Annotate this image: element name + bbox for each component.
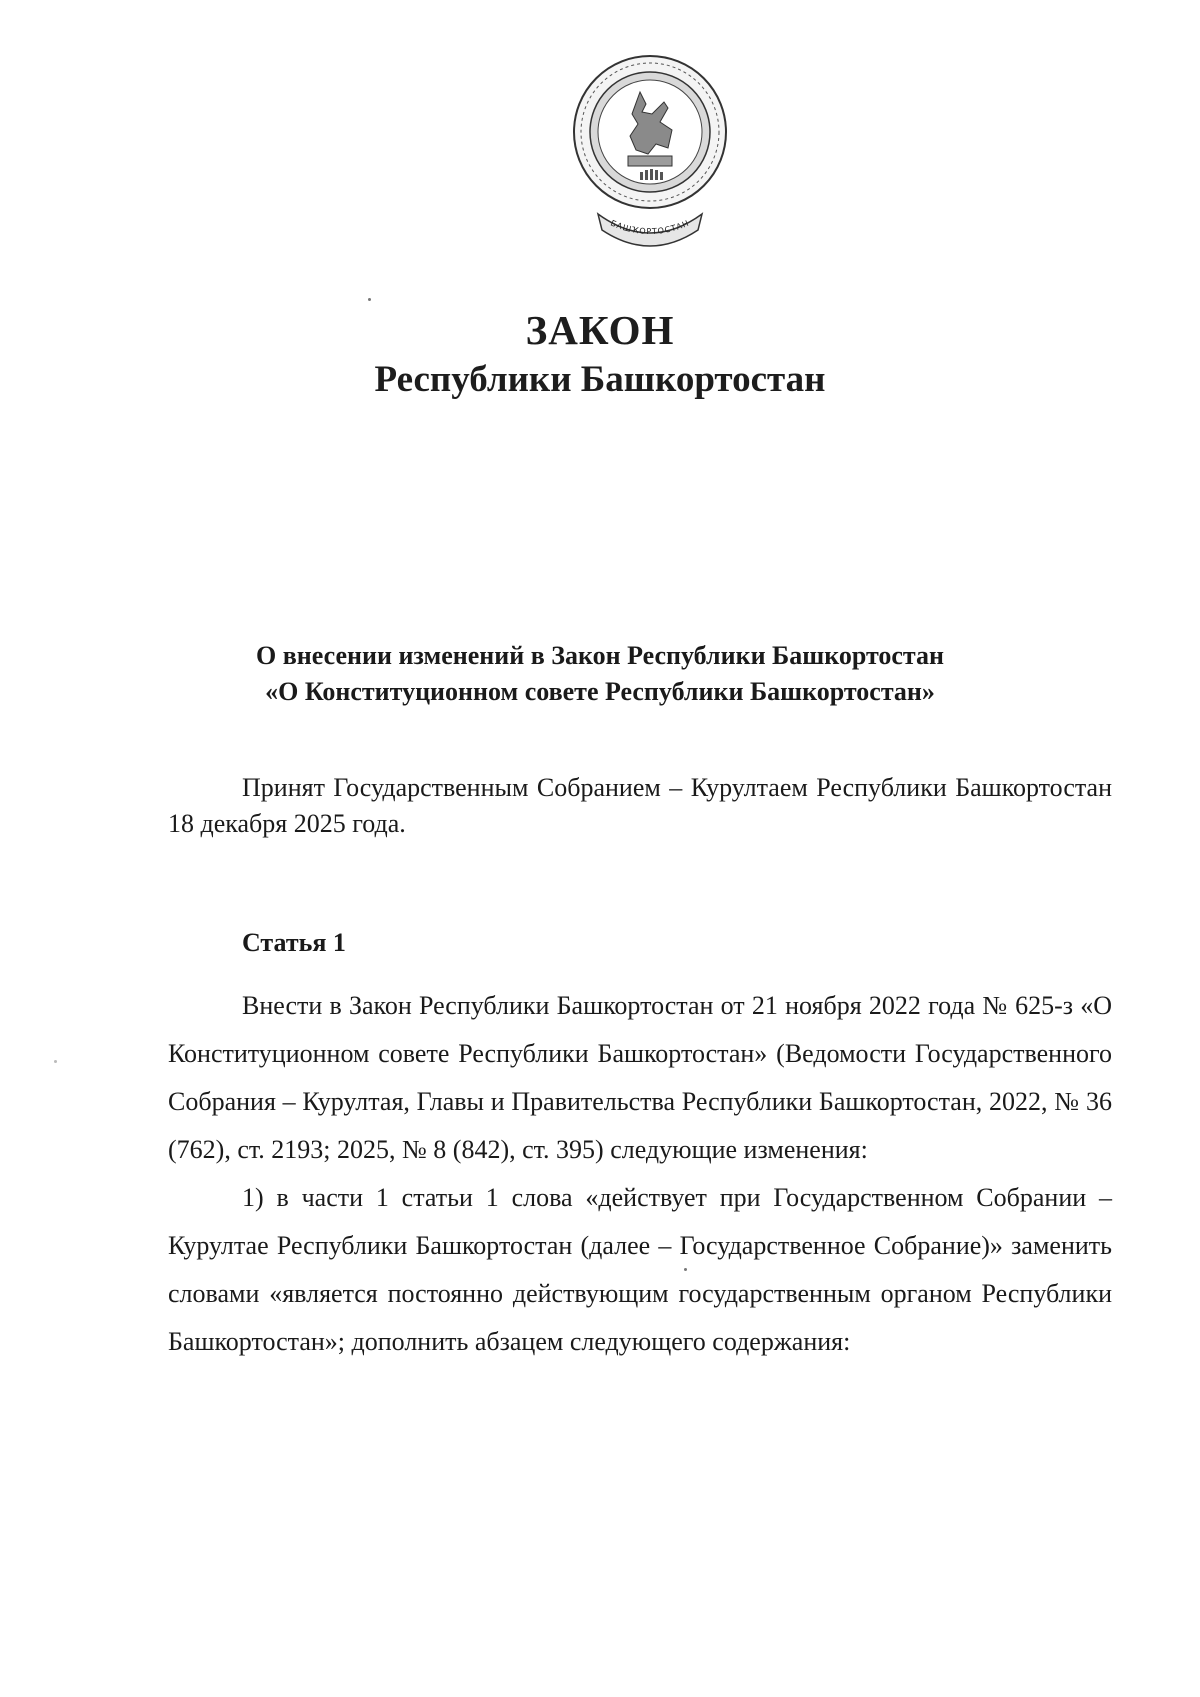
article-paragraph: Внести в Закон Республики Башкортостан от 21 ноября 2022 года № 625-з «О Конституционном совете Республики Башкортостан» (Ведомости Государственного Собрания – Курултая, Главы и Правительства Республики Башкортостан, 2022, № 36 (762), ст. 2193; 2025, № 8 (842), ст. 395) следующие изменения:: [168, 991, 1112, 1164]
emblem-ribbon-text: БАШҠОРТОСТАН: [609, 218, 691, 237]
law-title: ЗАКОН: [525, 307, 675, 353]
article-paragraph: 1) в части 1 статьи 1 слова «действует при Государственном Собрании – Курултае Республики Башкортостан (далее – Государственное Собрание)» заменить словами «является постоянно действующим государственным органом Республики Башкортостан»; дополнить абзацем следующего содержания:: [168, 1183, 1112, 1356]
coat-of-arms-emblem: [568, 52, 732, 248]
adoption-statement: Принят Государственным Собранием – Курултаем Республики Башкортостан 18 декабря 2025 года.: [168, 773, 1112, 838]
article-body: [168, 982, 1112, 1366]
scan-speck: [368, 298, 371, 301]
article-heading: Статья 1: [242, 928, 346, 957]
law-subject: [160, 638, 1040, 710]
law-subject-line-2: «О Конституционном совете Республики Башкортостан»: [265, 677, 935, 706]
law-republic-title: Республики Башкортостан: [374, 359, 826, 400]
scan-speck: [684, 1268, 687, 1271]
law-subject-line-1: О внесении изменений в Закон Республики Башкортостан: [256, 641, 944, 670]
scan-speck: [54, 1060, 57, 1063]
